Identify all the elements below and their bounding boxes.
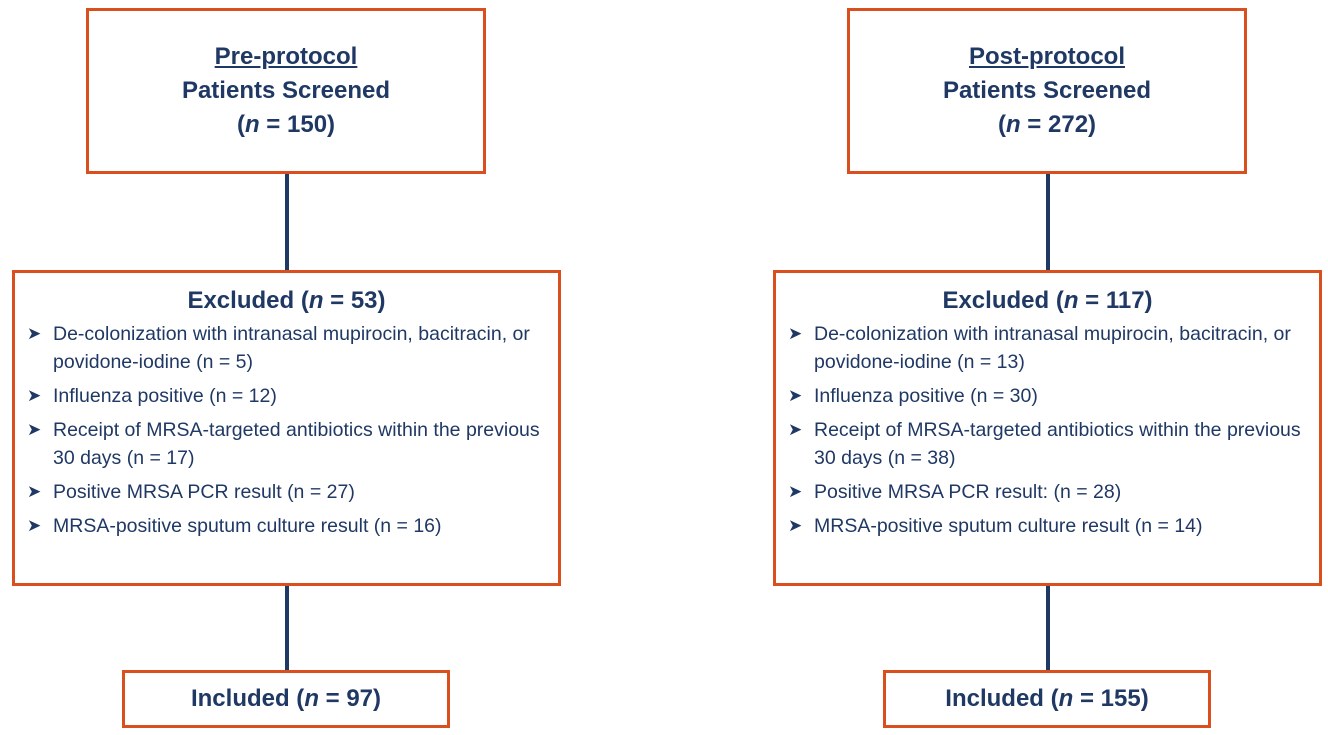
exclusion-criterion: ➤ Influenza positive (n = 30) — [788, 382, 1309, 410]
exclusion-criterion: ➤ MRSA-positive sputum culture result (n = 16) — [27, 512, 548, 540]
connector-left-top — [285, 172, 289, 272]
pre-protocol-exclusion-list — [15, 320, 558, 540]
pre-protocol-screened-box — [86, 8, 486, 174]
arrowhead-bullet-icon: ➤ — [788, 516, 803, 535]
connector-right-top — [1046, 172, 1050, 272]
pre-protocol-screened-label: Patients Screened — [181, 77, 391, 104]
arrowhead-bullet-icon: ➤ — [27, 482, 42, 501]
post-protocol-excluded-box — [773, 270, 1322, 586]
arrowhead-bullet-icon: ➤ — [27, 386, 42, 405]
arrowhead-bullet-icon: ➤ — [788, 482, 803, 501]
exclusion-criterion: ➤ Receipt of MRSA-targeted antibiotics within the previous 30 days (n = 38) — [788, 416, 1309, 472]
pre-protocol-screened-count: (n = 150) — [236, 111, 336, 138]
post-protocol-heading: Post-protocol — [969, 43, 1125, 70]
post-protocol-screened-box — [847, 8, 1247, 174]
arrowhead-bullet-icon: ➤ — [788, 420, 803, 439]
post-protocol-included-box — [883, 670, 1211, 728]
connector-left-bottom — [285, 584, 289, 672]
arrowhead-bullet-icon: ➤ — [27, 516, 42, 535]
pre-protocol-excluded-title: Excluded (n = 53) — [187, 287, 386, 314]
pre-protocol-included-label: Included (n = 97) — [190, 685, 382, 712]
connector-right-bottom — [1046, 584, 1050, 672]
post-protocol-screened-count: (n = 272) — [997, 111, 1097, 138]
pre-protocol-excluded-box — [12, 270, 561, 586]
post-protocol-excluded-title: Excluded (n = 117) — [942, 287, 1153, 314]
arrowhead-bullet-icon: ➤ — [788, 386, 803, 405]
arrowhead-bullet-icon: ➤ — [788, 324, 803, 343]
exclusion-criterion: ➤ De-colonization with intranasal mupirocin, bacitracin, or povidone-iodine (n = 5) — [27, 320, 548, 376]
pre-protocol-heading: Pre-protocol — [214, 43, 358, 70]
pre-protocol-included-box — [122, 670, 450, 728]
exclusion-criterion: ➤ Influenza positive (n = 12) — [27, 382, 548, 410]
arrowhead-bullet-icon: ➤ — [27, 324, 42, 343]
post-protocol-exclusion-list — [776, 320, 1319, 540]
exclusion-criterion: ➤ Positive MRSA PCR result: (n = 28) — [788, 478, 1309, 506]
exclusion-criterion: ➤ Positive MRSA PCR result (n = 27) — [27, 478, 548, 506]
exclusion-criterion: ➤ MRSA-positive sputum culture result (n = 14) — [788, 512, 1309, 540]
exclusion-criterion: ➤ De-colonization with intranasal mupirocin, bacitracin, or povidone-iodine (n = 13) — [788, 320, 1309, 376]
post-protocol-included-label: Included (n = 155) — [945, 685, 1149, 712]
exclusion-criterion: ➤ Receipt of MRSA-targeted antibiotics within the previous 30 days (n = 17) — [27, 416, 548, 472]
arrowhead-bullet-icon: ➤ — [27, 420, 42, 439]
post-protocol-screened-label: Patients Screened — [942, 77, 1152, 104]
